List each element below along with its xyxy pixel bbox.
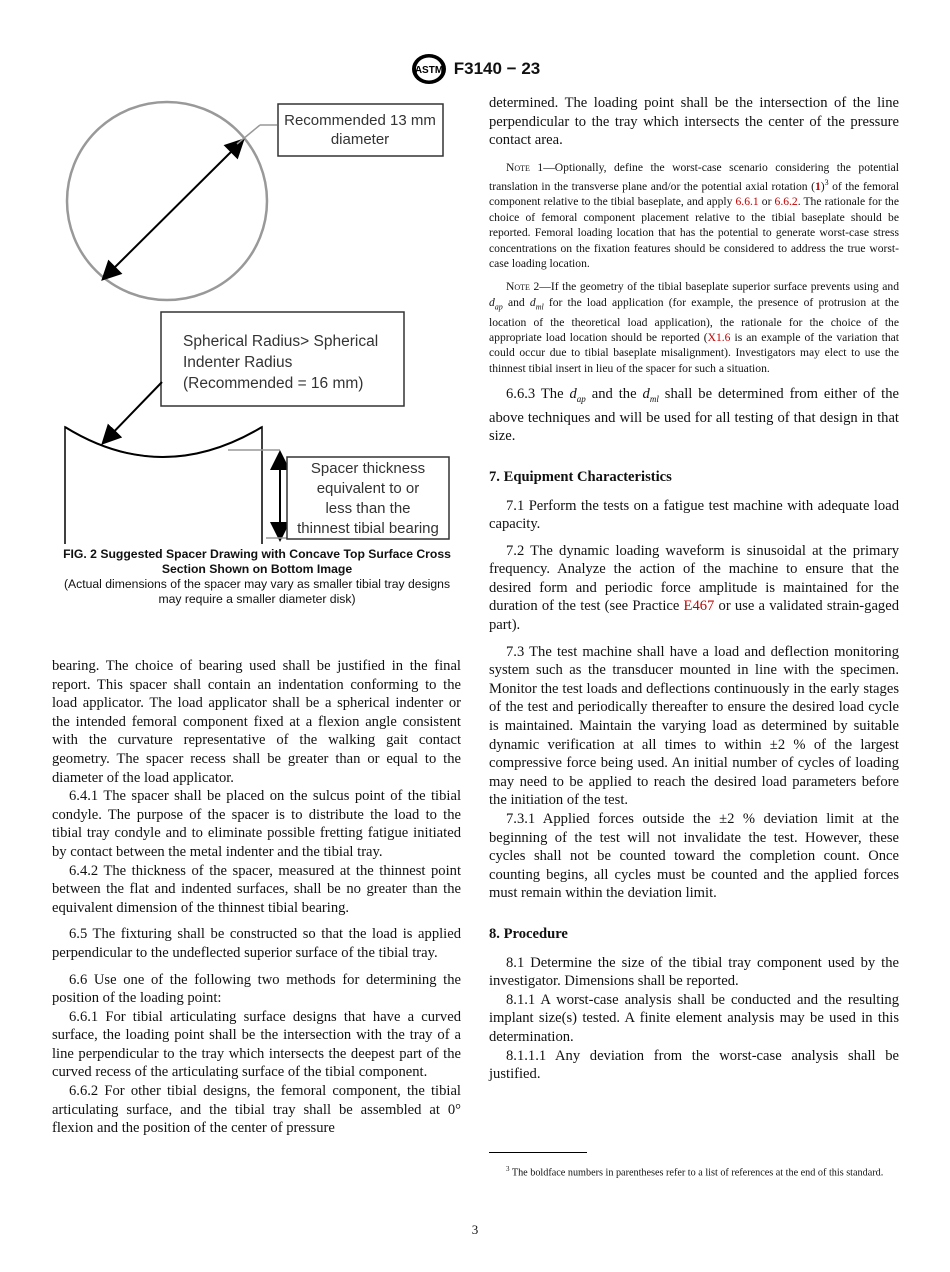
section-7-heading: 7. Equipment Characteristics	[489, 468, 672, 485]
paragraph-7-3: 7.3 The test machine shall have a load and deflection monitoring system such as the transducer mounted in line with the specimen. Monitor the test loads and deflections continuously in the early stages of the test and periodically thereafter to ensure the desired load cycle is maintained. Maintain the varying load as determined by suitable dynamic verification at all times to within ±2 % of the largest compressive force being used. An initial number of cycles of loading may need to be applied to reach the desired load parameters before the initiation of the test.	[489, 643, 899, 809]
note-2-sub-ml: ml	[535, 302, 544, 312]
note-2-sub-ap: ap	[494, 302, 503, 312]
section-8-heading: 8. Procedure	[489, 925, 568, 942]
radius-label-line1: Spherical Radius> Spherical	[183, 333, 379, 350]
paragraph-6-5: 6.5 The fixturing shall be constructed so that the load is applied perpendicular to the undeflected superior surface of the tibial tray.	[52, 926, 461, 961]
note-2-text-b: for the load application (for example, the presence of protrusion at the location of the theoretical load application), the rationale for the choice of the appropriate load location should be reported (	[489, 295, 899, 345]
p663-sub-ml: ml	[649, 394, 659, 405]
note-1-or: or	[758, 195, 775, 209]
paragraph-6-6: 6.6 Use one of the following two methods for determining the position of the loading point:	[52, 971, 461, 1007]
note-2	[489, 279, 899, 376]
diameter-label-line1: Recommended 13 mm	[284, 112, 436, 129]
p663-d-ap: d	[569, 386, 577, 403]
thickness-label-line3: less than the	[325, 500, 411, 517]
diameter-label-line2: diameter	[330, 131, 390, 148]
thickness-label-line4: thinnest tibial bearing	[297, 520, 439, 537]
link-6-6-2[interactable]: 6.6.2	[774, 195, 798, 209]
left-column	[52, 657, 461, 1138]
note-1: Note 1—Optionally, define the worst-case scenario considering the potential translation in the transverse plane and/or the potential axial rotation $(1)^3$ of the femoral component relative to the tibial baseplate, and apply 6.6.1 or 6.6.2. The rationale for the choice of femoral component placement relative to the tibial baseplate should be reported. Femoral loading location that has the potential to generate worst-case stress concentrations on the fixation features should be considered to address the true worst-case loading location.	[489, 160, 899, 271]
footnote-text: The boldface numbers in parentheses refer to a list of references at the end of this standard.	[509, 1167, 884, 1179]
radius-label-line3: (Recommended = 16 mm)	[183, 375, 364, 392]
paragraph-8-1-1: 8.1.1 A worst-case analysis shall be conducted and the resulting implant size(s) tested. A finite element analysis may be used in this determination.	[489, 991, 899, 1045]
p663-text-a: 6.6.3 The	[506, 386, 570, 403]
page-number: 3	[471, 1222, 479, 1237]
page-header	[0, 52, 950, 91]
diameter-arrow	[104, 141, 242, 278]
paragraph-8-1: 8.1 Determine the size of the tibial tray component used by the investigator. Dimensions shall be reported.	[489, 954, 899, 990]
caption-title: FIG. 2 Suggested Spacer Drawing with Concave Top Surface Cross Section Shown on Bottom Image	[63, 547, 451, 576]
figure-2-drawing	[52, 92, 462, 544]
figure-caption	[52, 547, 462, 607]
p72-text-b: or use a validated strain-gaged part).	[489, 598, 900, 634]
reference-1-link[interactable]: 1	[814, 180, 821, 194]
svg-text:ASTM: ASTM	[414, 65, 443, 76]
paragraph-7-2	[489, 542, 899, 635]
spacer-top-view-circle	[67, 102, 267, 300]
link-e467[interactable]: E467	[683, 598, 715, 615]
radius-arrow	[104, 382, 162, 442]
footnote-3	[489, 1162, 899, 1180]
link-6-6-1[interactable]: 6.6.1	[735, 195, 759, 209]
link-x1-6[interactable]: X1.6	[707, 331, 731, 345]
note-2-d-ml: d	[529, 295, 536, 309]
footnote-3-marker[interactable]: 3	[824, 178, 829, 188]
caption-subtitle: (Actual dimensions of the spacer may vary as smaller tibial tray designs may require a smaller diameter disk)	[63, 577, 451, 606]
paragraph-determined-continuation: determined. The loading point shall be the intersection of the line perpendicular to the tray which intersects the center of the pressure contact area.	[489, 95, 899, 149]
p663-sub-ap: ap	[576, 394, 586, 405]
note-1-text-b: of the femoral component relative to the tibial baseplate, and apply	[489, 180, 899, 209]
paragraph-6-6-2: 6.6.2 For other tibial designs, the femoral component, the tibial articulating surface, and the tibial tray shall be assembled at 0° flexion and the position of the center of pressure	[52, 1083, 461, 1137]
note-2-d-ap: d	[489, 295, 495, 309]
paragraph-6-6-3	[489, 385, 899, 446]
paragraph-6-6-1: 6.6.1 For tibial articulating surface designs that have a curved surface, the loading point shall be the intersection with the tray of a line perpendicular to the tray which intersects the deepest part of the curved recess of the articulating surface of the tibial component.	[52, 1008, 461, 1081]
note-2-text-c: is an example of the variation that could occur due to tibial baseplate misalignment). Investigators may elect to use the thinnest tibial insert in lieu of the spacer for such a situation.	[489, 331, 899, 375]
p663-text-b: and the	[585, 386, 643, 403]
note-2-and: and	[502, 295, 530, 309]
paragraph-8-1-1-1: 8.1.1.1 Any deviation from the worst-case analysis shall be justified.	[489, 1047, 899, 1083]
paragraph-6-4-2: 6.4.2 The thickness of the spacer, measured at the thinnest point between the flat and indented surfaces, shall be no greater than the equivalent dimension of the thinnest tibial bearing.	[52, 862, 461, 916]
note-1-text-a: 1—Optionally, define the worst-case scenario considering the potential translation in the transverse plane and/or the potential axial rotation (	[489, 160, 899, 194]
right-column	[489, 94, 899, 1084]
p663-text-c: shall be determined from either of the above techniques and will be used for all testing of that design in that size.	[489, 386, 899, 445]
note-1-label: Note	[506, 160, 530, 174]
paragraph-7-3-1: 7.3.1 Applied forces outside the ±2 % deviation limit at the beginning of the test will not invalidate the test. However, these cycles shall not be counted toward the completion count. Once counting begins, all cycles must be counted and the applied forces must remain within the deviation limit.	[489, 811, 899, 902]
thickness-label-line1: Spacer thickness	[310, 460, 426, 477]
p72-text-a: 7.2 The dynamic loading waveform is sinusoidal at the primary frequency. Analyze the action of the machine to ensure that the desired form and periodic force amplitude is maintained for the duration of the test (see Practice	[489, 542, 899, 615]
radius-label-line2: Indenter Radius	[183, 354, 293, 371]
standard-number: F3140 − 23	[453, 59, 541, 78]
paragraph-bearing-continuation: bearing. The choice of bearing used shall be justified in the final report. This spacer shall contain an indentation conforming to the load applicator. The load applicator shall be a spherical indenter or the intended femoral component fixed at a flexion angle consistent with the curvature representative of the walking gait contact geometry. The spacer recess shall be greater than or equal to the diameter of the load applicator.	[52, 658, 461, 786]
footnote-rule	[489, 1152, 587, 1153]
note-2-label: Note	[506, 280, 530, 294]
astm-logo-icon	[410, 52, 448, 86]
spacer-cross-section	[65, 427, 262, 544]
note-1-text-c: . The rationale for the choice of femoral component placement relative to the tibial baseplate should be reported. Femoral loading location that has the potential to generate worst-case stress concentrations on the fixation features should be considered to address the true worst-case loading location.	[489, 195, 899, 271]
paragraph-6-4-1: 6.4.1 The spacer shall be placed on the sulcus point of the tibial condyle. The purpose of the spacer is to distribute the load to the tibial tray condyle and to eliminate possible fretting fatigue initiated by contact between the metal indenter and the tibial tray.	[52, 788, 461, 860]
note-2-text-a: 2—If the geometry of the tibial baseplate superior surface prevents using and	[529, 280, 899, 294]
p663-d-ml: d	[642, 386, 650, 403]
footnote-mark: 3	[506, 1165, 510, 1173]
paragraph-7-1: 7.1 Perform the tests on a fatigue test machine with adequate load capacity.	[489, 497, 899, 533]
thickness-label-line2: equivalent to or	[316, 480, 420, 497]
